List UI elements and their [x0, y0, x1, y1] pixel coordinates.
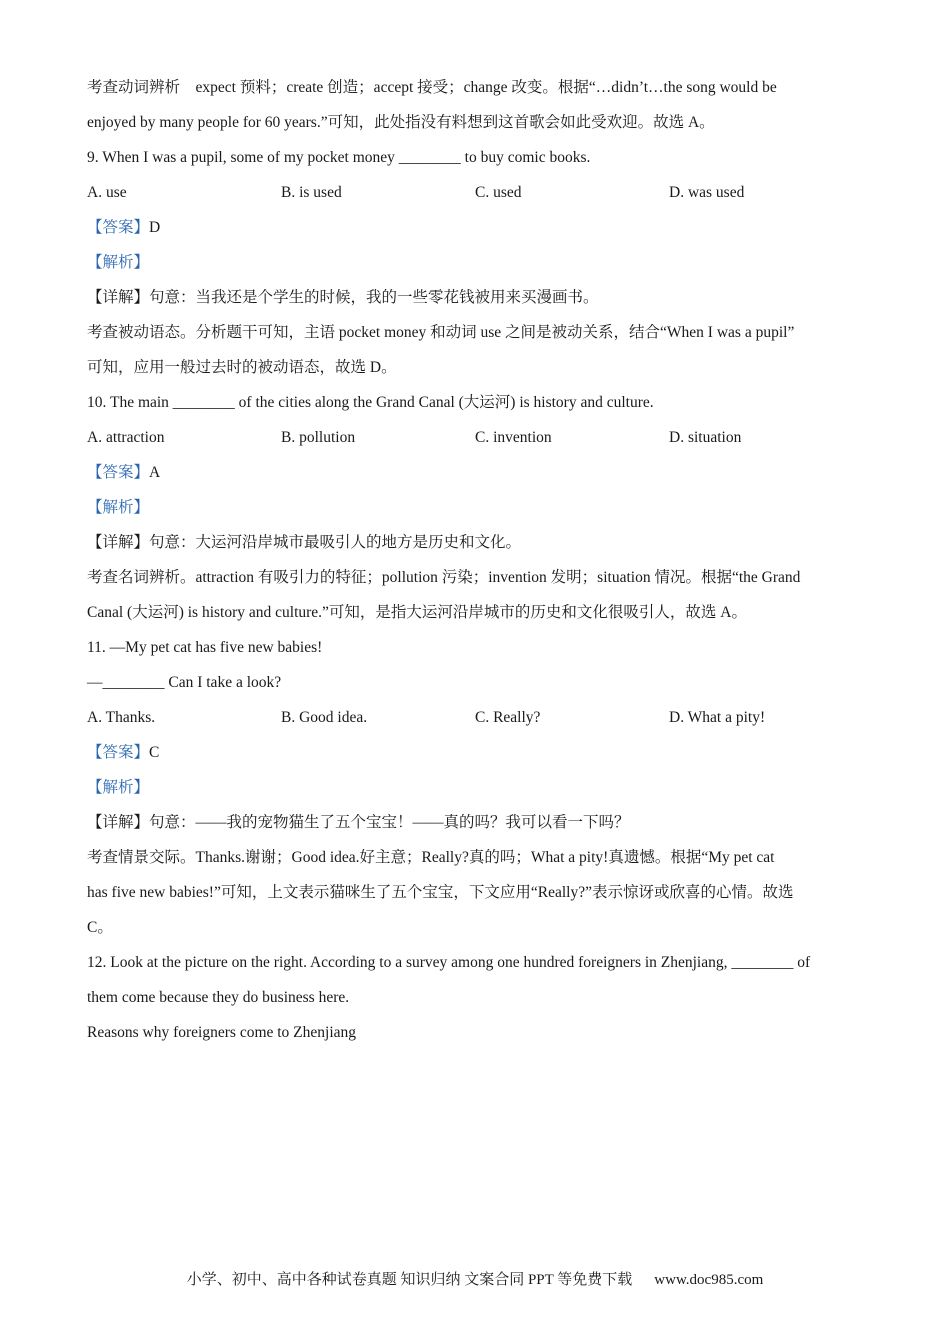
q10-detail-text: 句意：大运河沿岸城市最吸引人的地方是历史和文化。 [149, 534, 522, 551]
q10-options [87, 420, 872, 455]
q10-explanation-line1: 考查名词辨析。attraction 有吸引力的特征；pollution 污染；invention 发明；situation 情况。根据“the Grand [87, 569, 801, 586]
detail-tag: 【详解】 [87, 289, 150, 306]
q11-explanation-line2: has five new babies!”可知，上文表示猫咪生了五个宝宝，下文应用“Really?”表示惊讶或欣喜的心情。故选 [87, 884, 794, 901]
q8-explanation-line1: 考查动词辨析 expect 预料；create 创造；accept 接受；change 改变。根据“…didn’t…the song would be [87, 79, 777, 96]
q9-options [87, 175, 872, 210]
q11-stem-line2: —________ Can I take a look? [87, 674, 282, 691]
q10-analysis [87, 490, 872, 525]
q9-analysis [87, 245, 872, 280]
q10-stem: 10. The main ________ of the cities along the Grand Canal (大运河) is history and culture. [87, 394, 654, 411]
detail-tag: 【详解】 [87, 534, 150, 551]
q9-option-d: D. was used [669, 184, 745, 201]
detail-tag: 【详解】 [87, 814, 150, 831]
q11-option-a: A. Thanks. [87, 709, 156, 726]
q12-stem-line1: 12. Look at the picture on the right. According to a survey among one hundred foreigners in Zhenjiang, ________ of [87, 954, 811, 971]
q12-chart-title: Reasons why foreigners come to Zhenjiang [87, 1024, 357, 1041]
answer-tag: 【答案】 [87, 744, 150, 761]
q11-explanation-line1: 考查情景交际。Thanks.谢谢；Good idea.好主意；Really?真的吗；What a pity!真遗憾。根据“My pet cat [87, 849, 775, 866]
q10-option-b: B. pollution [281, 429, 356, 446]
q9-answer [87, 210, 872, 245]
q10-option-a: A. attraction [87, 429, 165, 446]
q9-stem: 9. When I was a pupil, some of my pocket money ________ to buy comic books. [87, 149, 591, 166]
q9-explanation-line2: 可知，应用一般过去时的被动语态，故选 D。 [87, 359, 397, 376]
q11-option-b: B. Good idea. [281, 709, 368, 726]
q11-options [87, 700, 872, 735]
q10-option-c: C. invention [475, 429, 552, 446]
q11-option-d: D. What a pity! [669, 709, 766, 726]
q11-detail-text: 句意：——我的宠物猫生了五个宝宝！——真的吗？我可以看一下吗？ [149, 814, 630, 831]
answer-tag: 【答案】 [87, 219, 150, 236]
q9-option-a: A. use [87, 184, 127, 201]
footer-text: 小学、初中、高中各种试卷真题 知识归纳 文案合同 PPT 等免费下载 [186, 1272, 633, 1288]
q11-option-c: C. Really? [475, 709, 541, 726]
q11-analysis [87, 770, 872, 805]
q9-explanation-line1: 考查被动语态。分析题干可知，主语 pocket money 和动词 use 之间是被动关系，结合“When I was a pupil” [87, 324, 795, 341]
q9-detail-text: 句意：当我还是个学生的时候，我的一些零花钱被用来买漫画书。 [149, 289, 599, 306]
q11-answer-value: C [149, 744, 160, 761]
q11-answer [87, 735, 872, 770]
q10-detail [87, 525, 872, 560]
q9-option-c: C. used [475, 184, 522, 201]
q10-explanation-line2: Canal (大运河) is history and culture.”可知，是指大运河沿岸城市的历史和文化很吸引人，故选 A。 [87, 604, 747, 621]
analysis-tag: 【解析】 [87, 779, 150, 796]
analysis-tag: 【解析】 [87, 499, 150, 516]
analysis-tag: 【解析】 [87, 254, 150, 271]
q9-option-b: B. is used [281, 184, 342, 201]
q11-explanation-line3: C。 [87, 919, 113, 936]
footer-url[interactable]: www.doc985.com [654, 1272, 764, 1288]
page-footer [0, 1268, 950, 1289]
q10-option-d: D. situation [669, 429, 742, 446]
q9-detail [87, 280, 872, 315]
q11-stem-line1: 11. —My pet cat has five new babies! [87, 639, 323, 656]
answer-tag: 【答案】 [87, 464, 150, 481]
q8-explanation-line2: enjoyed by many people for 60 years.”可知，此处指没有料想到这首歌会如此受欢迎。故选 A。 [87, 114, 715, 131]
document-body [87, 70, 872, 1050]
q10-answer-value: A [149, 464, 161, 481]
q11-detail [87, 805, 872, 840]
q9-answer-value: D [149, 219, 161, 236]
q10-answer [87, 455, 872, 490]
q12-stem-line2: them come because they do business here. [87, 989, 350, 1006]
